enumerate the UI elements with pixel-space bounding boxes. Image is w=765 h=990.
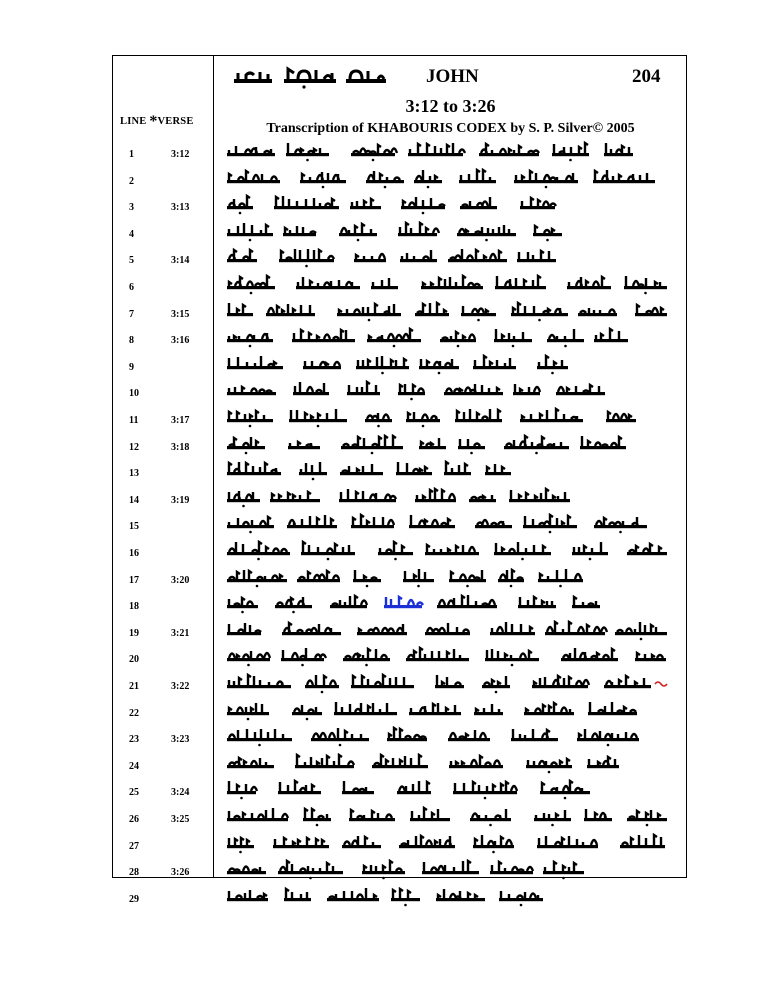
line-number: 14 <box>129 494 139 506</box>
verse-column-label: VERSE <box>157 116 194 127</box>
verse-number: 3:17 <box>171 415 190 426</box>
verse-number: 3:19 <box>171 494 190 506</box>
syriac-text-line <box>223 407 671 429</box>
chapter-name: JOHN <box>426 66 479 87</box>
syriac-text-line <box>223 620 671 642</box>
verse-number: 3:18 <box>171 441 190 453</box>
verse-number: 3:12 <box>171 149 190 160</box>
transcription-line <box>113 805 687 831</box>
line-number: 18 <box>129 601 139 613</box>
line-number: 19 <box>129 627 139 639</box>
line-number: 12 <box>129 441 139 453</box>
line-number: 3 <box>129 202 134 214</box>
syriac-text-line <box>223 301 671 323</box>
star-mark: * <box>149 113 158 130</box>
line-number: 13 <box>129 468 139 480</box>
verse-number: 3:21 <box>171 627 190 639</box>
transcription-line <box>113 140 687 166</box>
verse-number: 3:22 <box>171 681 190 692</box>
transcription-line <box>113 167 687 193</box>
syriac-text-line <box>223 646 671 668</box>
transcription-line <box>113 193 687 219</box>
transcription-line <box>113 619 687 645</box>
line-number: 9 <box>129 361 134 373</box>
transcription-line <box>113 885 687 911</box>
page-number: 204 <box>632 66 661 87</box>
transcription-line <box>113 326 687 352</box>
transcription-line <box>113 645 687 671</box>
syriac-text-line <box>223 380 671 402</box>
verse-number: 3:16 <box>171 335 190 347</box>
syriac-text-line <box>223 593 671 615</box>
line-number: 2 <box>129 175 134 187</box>
line-number: 21 <box>129 681 139 692</box>
transcription-line <box>113 486 687 512</box>
syriac-text-line <box>223 354 671 376</box>
transcription-line <box>113 353 687 379</box>
line-number: 5 <box>129 255 134 267</box>
verse-range: 3:12 to 3:26 <box>405 96 496 116</box>
syriac-text-line <box>223 779 671 801</box>
syriac-text-line <box>223 460 671 482</box>
transcription-line <box>113 433 687 459</box>
line-number: 29 <box>129 893 139 905</box>
syriac-text-line <box>223 806 671 828</box>
syriac-text-line <box>223 753 671 775</box>
syriac-book-title-icon <box>232 64 392 92</box>
line-number: 8 <box>129 335 134 347</box>
line-number: 27 <box>129 840 139 852</box>
line-number: 15 <box>129 521 139 533</box>
transcription-line <box>113 592 687 618</box>
line-number: 1 <box>129 149 134 160</box>
transcription-line <box>113 778 687 804</box>
syriac-text-line <box>223 168 671 190</box>
line-number: 7 <box>129 308 134 320</box>
verse-number: 3:25 <box>171 814 190 825</box>
syriac-text-line <box>223 886 671 908</box>
transcription-line <box>113 752 687 778</box>
syriac-text-line <box>223 513 671 535</box>
verse-number: 3:20 <box>171 574 190 586</box>
line-number: 26 <box>129 814 139 825</box>
verse-number: 3:23 <box>171 734 190 746</box>
line-number: 28 <box>129 867 139 879</box>
verse-number: 3:26 <box>171 867 190 879</box>
line-number: 11 <box>129 415 139 426</box>
verse-number: 3:13 <box>171 202 190 214</box>
line-column-label: LINE <box>120 116 147 127</box>
line-number: 25 <box>129 787 139 799</box>
transcription-line <box>113 220 687 246</box>
transcription-line <box>113 672 687 698</box>
line-number: 17 <box>129 574 139 586</box>
syriac-text-line <box>223 673 671 695</box>
transcription-line <box>113 539 687 565</box>
transcription-line <box>113 725 687 751</box>
transcription-line <box>113 379 687 405</box>
transcription-line <box>113 566 687 592</box>
syriac-text-line <box>223 726 671 748</box>
transcription-line <box>113 459 687 485</box>
syriac-text-line <box>223 700 671 722</box>
transcription-line <box>113 512 687 538</box>
transcription-line <box>113 246 687 272</box>
verse-number: 3:15 <box>171 308 190 320</box>
transcription-line <box>113 273 687 299</box>
transcription-line <box>113 699 687 725</box>
transcription-line <box>113 406 687 432</box>
line-number: 23 <box>129 734 139 746</box>
transcription-line <box>113 300 687 326</box>
verse-number: 3:14 <box>171 255 190 267</box>
syriac-text-line <box>223 567 671 589</box>
syriac-text-line <box>223 247 671 269</box>
syriac-text-line <box>223 327 671 349</box>
line-number: 20 <box>129 654 139 666</box>
syriac-text-line <box>223 859 671 881</box>
syriac-text-line <box>223 487 671 509</box>
column-header <box>120 113 194 131</box>
syriac-text-line <box>223 141 671 163</box>
syriac-text-line <box>223 194 671 216</box>
line-number: 6 <box>129 282 134 293</box>
syriac-text-line <box>223 540 671 562</box>
line-number: 22 <box>129 707 139 719</box>
transcription-credit: Transcription of KHABOURIS CODEX by S. P. Silver© 2005 <box>266 121 635 136</box>
verse-number: 3:24 <box>171 787 190 799</box>
line-number: 10 <box>129 388 139 400</box>
line-number: 16 <box>129 548 139 559</box>
line-number: 4 <box>129 228 134 240</box>
transcription-line <box>113 858 687 884</box>
syriac-text-line <box>223 221 671 243</box>
line-number: 24 <box>129 760 139 772</box>
transcription-line <box>113 832 687 858</box>
syriac-text-line <box>223 434 671 456</box>
syriac-text-line <box>223 833 671 855</box>
syriac-text-line <box>223 274 671 296</box>
